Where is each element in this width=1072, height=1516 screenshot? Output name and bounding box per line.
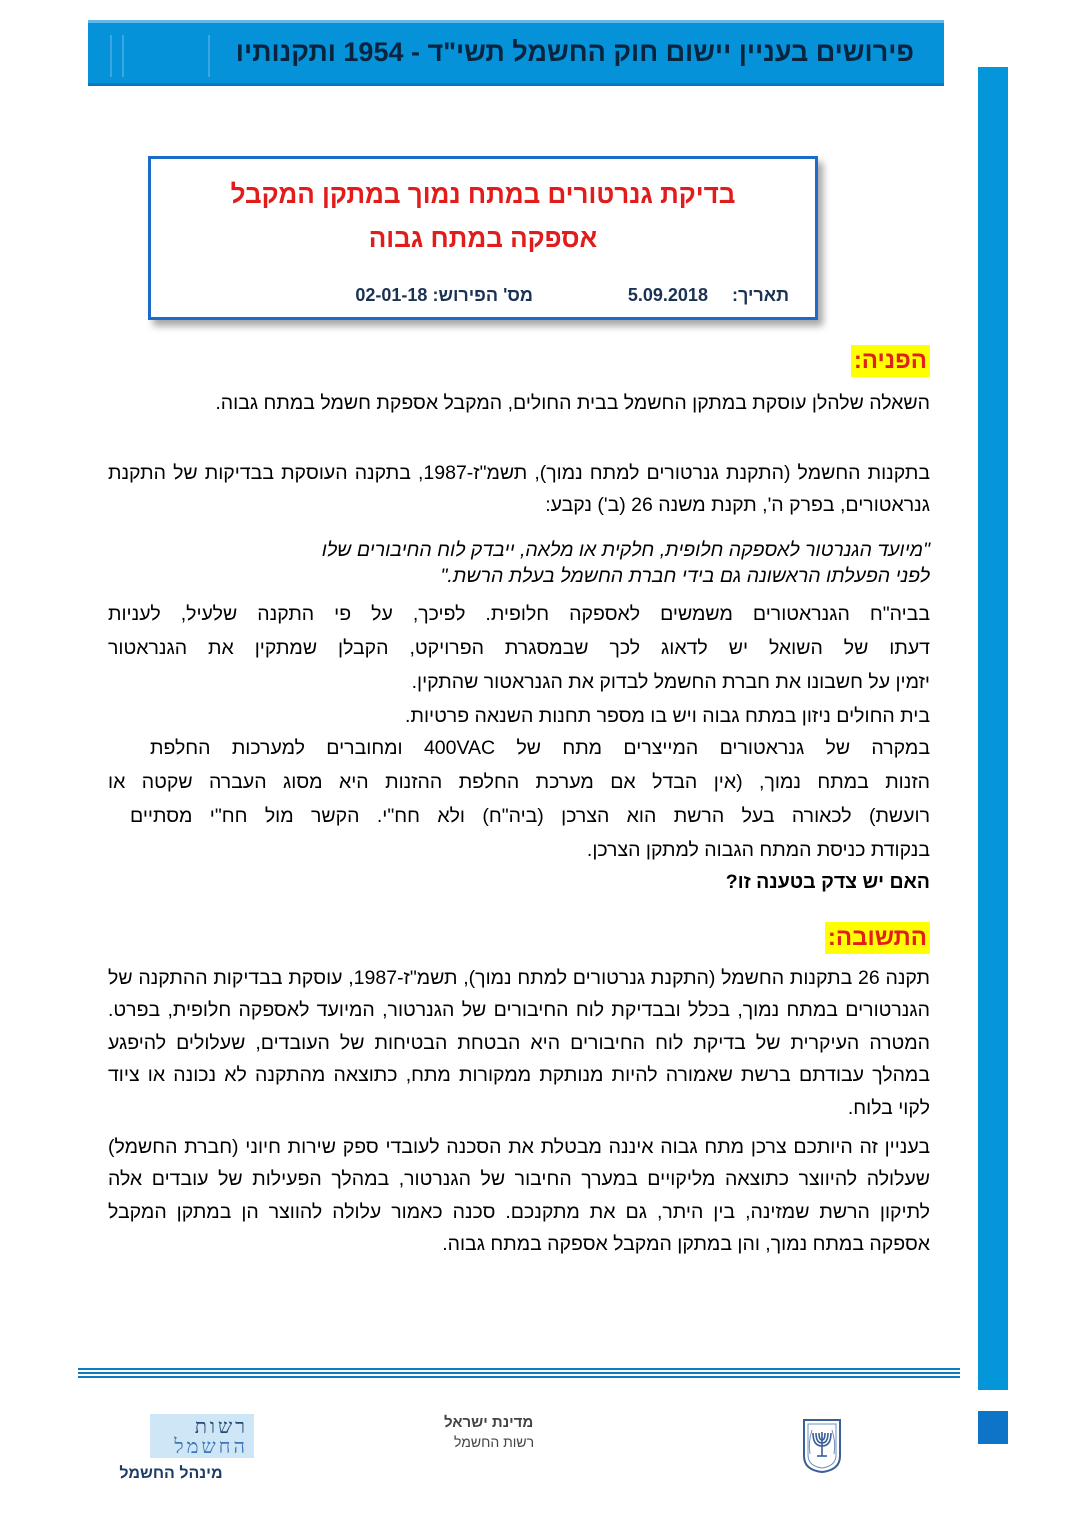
- interpretation-number-field: [355, 285, 533, 306]
- inquiry-paragraph-4: בית החולים ניזון במתח גבוה ויש בו מספר תחנות השנאה פרטיות.: [405, 705, 930, 727]
- document-title-line-1: בדיקת גנרטורים במתח נמוך במתקן המקבל: [230, 179, 736, 209]
- interpretation-number-value: 02-01-18: [355, 285, 428, 305]
- inquiry-heading: הפניה:: [851, 345, 930, 377]
- regulation-quote-line-2: לפני הפעלתו הראשונה גם בידי חברת החשמל בעלת הרשת.": [440, 565, 930, 587]
- header-decoration: [122, 35, 124, 77]
- answer-heading: התשובה:: [825, 922, 930, 954]
- answer-paragraph-2: בעניין זה היותכם צרכן מתח גבוה איננה מבטלת את הסכנה לעובדי ספק שירות חיוני (חברת החשמל) שעלולה להיווצר כתוצאה מליקויים במערך החיבור של הגנרטור, במהלך הפעילות של עובדים אלה לתיקון הרשת שמזינה, בין היתר, גם את מתקנכם. סכנה כאמור עלולה להווצר הן במתקן המקבל אספקה במתח נמוך, והן במתקן המקבל אספקה במתח גבוה.: [108, 1136, 930, 1256]
- footer-divider: [78, 1368, 960, 1380]
- header-decoration: [110, 35, 112, 77]
- authority-caption: מינהל החשמל: [119, 1465, 223, 1482]
- inquiry-paragraph-3-line-1: בביה"ח הגנראטורים משמשים לאספקה חלופית. לפיכך, על פי התקנה שלעיל, לעניות: [108, 603, 930, 625]
- page-header-title: פירושים בעניין יישום חוק החשמל תשי"ד - 1954 ותקנותיו: [235, 37, 914, 67]
- interpretation-number-label: מס' הפירוש:: [432, 285, 533, 305]
- side-accent-square: [978, 1411, 1008, 1444]
- document-title-line-2: אספקה במתח גבוה: [368, 223, 598, 253]
- state-name: מדינת ישראל: [444, 1414, 534, 1431]
- inquiry-paragraph-5-line-4: בנקודת כניסת המתח הגבוה למתקן הצרכן.: [586, 839, 930, 861]
- inquiry-paragraph-5-line-3: רועשת) לכאורה בעל הרשת הוא הצרכן (ביה"ח) ולא חח"י. הקשר מול חח"י מסתיים: [130, 805, 930, 827]
- inquiry-paragraph-3-line-3: יזמין על חשבונו את חברת החשמל לבדוק את הגנראטור שהתקין.: [411, 671, 930, 693]
- state-subtitle: רשות החשמל: [454, 1434, 535, 1450]
- inquiry-question: האם יש צדק בטענה זו?: [725, 871, 930, 893]
- state-emblem-icon: [800, 1416, 844, 1474]
- authority-logo-line-1: רשות: [194, 1414, 248, 1438]
- inquiry-paragraph-1: השאלה שלהלן עוסקת במתקן החשמל בבית החולים, המקבל אספקת חשמל במתח גבוה.: [215, 392, 930, 414]
- side-accent-bar: [978, 67, 1008, 1390]
- electricity-authority-logo: [150, 1414, 254, 1458]
- regulation-quote-line-1: "מיועד הגנרטור לאספקה חלופית, חלקית או מלאה, ייבדק לוח החיבורים שלו: [321, 539, 930, 561]
- header-band: [88, 20, 944, 86]
- inquiry-paragraph-5-line-1: במקרה של גנראטורים המייצרים מתח של 400VAC ומחוברים למערכות החלפת: [150, 737, 930, 759]
- inquiry-paragraph-2: בתקנות החשמל (התקנת גנרטורים למתח נמוך), תשמ"ז-1987, בתקנה העוסקת בבדיקות של התקנת גנראטורים, בפרק ה', תקנת משנה 26 (ב') נקבע:: [108, 462, 930, 517]
- header-decoration: [208, 35, 210, 77]
- date-label: תאריך:: [731, 285, 789, 305]
- inquiry-paragraph-5-line-2: הזנות במתח נמוך, (אין הבדל אם מערכת החלפת ההזנות היא מסוג העברה שקטה או: [108, 771, 930, 793]
- answer-paragraph-1: תקנה 26 בתקנות החשמל (התקנת גנרטורים למתח נמוך), תשמ"ז-1987, עוסקת בבדיקות ההתקנה של הגנרטורים במתח נמוך, בכלל ובבדיקת לוח החיבורים של הגנרטור, המיועד לאספקה חלופית, בפרט. המטרה העיקרית של בדיקת לוח החיבורים היא הבטחת הבטיחות של העובדים, שעלולים להיפגע במהלך עבודתם ברשת שאמורה להיות מנותקת ממקורות מתח, כתוצאה מהתקנה לא נכונה או ציוד לקוי בלוח.: [108, 967, 930, 1119]
- inquiry-paragraph-3-line-2: דעתו של השואל יש לדאוג לכך שבמסגרת הפרויקט, הקבלן שמתקין את הגנראטור: [108, 637, 930, 659]
- title-box: [148, 156, 818, 320]
- date-field: [628, 285, 789, 306]
- authority-logo-line-2: החשמל: [174, 1434, 248, 1458]
- date-value: 5.09.2018: [627, 285, 708, 305]
